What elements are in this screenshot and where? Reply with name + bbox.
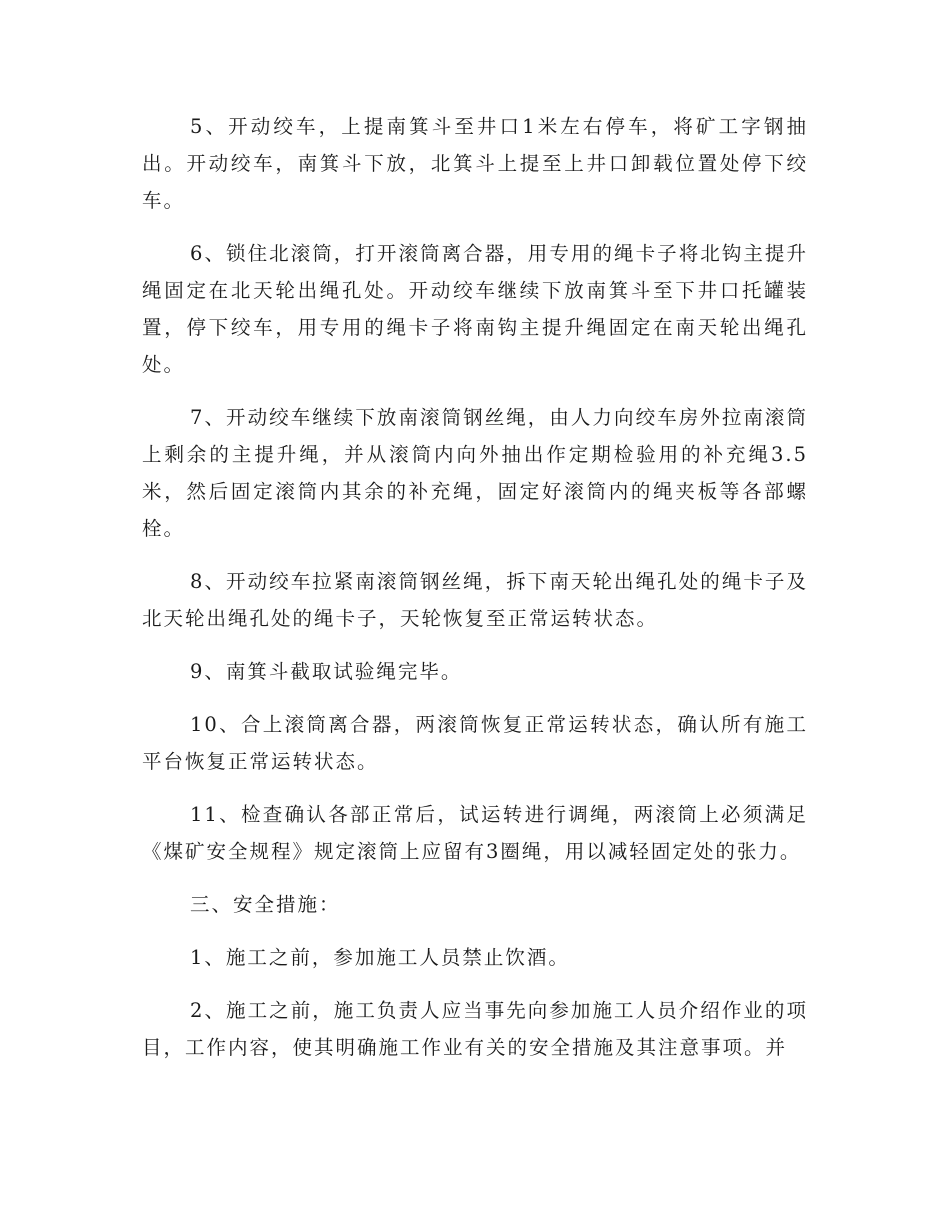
paragraph-step-5: 5、开动绞车，上提南箕斗至井口1米左右停车，将矿工字钢抽出。开动绞车，南箕斗下放，北箕斗上提至上井口卸载位置处停下绞车。 xyxy=(142,115,808,212)
document-page xyxy=(142,108,808,1082)
paragraph-step-10: 10、合上滚筒离合器，两滚筒恢复正常运转状态，确认所有施工平台恢复正常运转状态。 xyxy=(142,713,808,773)
paragraph-step-8: 8、开动绞车拉紧南滚筒钢丝绳，拆下南天轮出绳孔处的绳卡子及北天轮出绳孔处的绳卡子，天轮恢复至正常运转状态。 xyxy=(142,570,808,630)
paragraph-step-7: 7、开动绞车继续下放南滚筒钢丝绳，由人力向绞车房外拉南滚筒上剩余的主提升绳，并从滚筒内向外抽出作定期检验用的补充绳3.5米，然后固定滚筒内其余的补充绳，固定好滚筒内的绳夹板等各部螺栓。 xyxy=(142,406,808,540)
paragraph-step-11: 11、检查确认各部正常后，试运转进行调绳，两滚筒上必须满足《煤矿安全规程》规定滚筒上应留有3圈绳，用以减轻固定处的张力。 xyxy=(142,803,808,863)
paragraph-step-9: 9、南箕斗截取试验绳完毕。 xyxy=(190,660,463,683)
paragraph-step-6: 6、锁住北滚筒，打开滚筒离合器，用专用的绳卡子将北钩主提升绳固定在北天轮出绳孔处。开动绞车继续下放南箕斗至下井口托罐装置，停下绞车，用专用的绳卡子将南钩主提升绳固定在南天轮出绳孔处。 xyxy=(142,242,808,376)
paragraph-safety-1: 1、施工之前，参加施工人员禁止饮酒。 xyxy=(190,946,570,969)
paragraph-safety-2: 2、施工之前，施工负责人应当事先向参加施工人员介绍作业的项目，工作内容，使其明确施工作业有关的安全措施及其注意事项。并 xyxy=(142,999,808,1059)
section-heading-safety-measures: 三、安全措施： xyxy=(190,893,341,916)
